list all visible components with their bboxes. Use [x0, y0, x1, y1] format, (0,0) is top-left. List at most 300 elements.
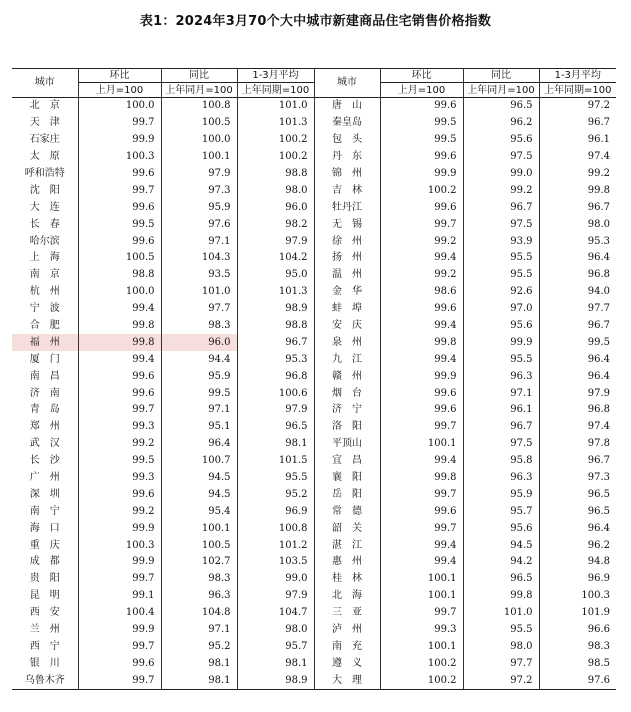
right-mom-cell: 99.6: [380, 402, 463, 419]
left-city-cell: 乌鲁木齐: [12, 672, 78, 689]
table-row: [12, 233, 616, 250]
right-city-cell: 洛 阳: [314, 419, 380, 436]
table-row: [12, 520, 616, 537]
right-avg-cell: 96.7: [587, 117, 610, 129]
column-header-avg: 1-3月平均: [237, 69, 314, 83]
right-city-cell: 包 头: [314, 132, 380, 149]
right-mom-cell: 99.8: [380, 334, 463, 351]
table-row: [12, 149, 616, 166]
right-yoy-cell: 98.0: [463, 639, 539, 656]
right-mom-cell: 99.8: [380, 470, 463, 487]
left-avg-cell: 100.6: [237, 385, 314, 402]
left-mom-cell: 99.7: [78, 182, 161, 199]
right-yoy-cell: 96.3: [463, 470, 539, 487]
right-yoy-cell: 94.2: [463, 554, 539, 571]
right-yoy-cell: 96.1: [463, 402, 539, 419]
left-avg-cell: 95.7: [237, 639, 314, 656]
left-city-cell: 海 口: [12, 520, 78, 537]
table-row: [12, 166, 616, 183]
right-mom-cell: 99.6: [380, 301, 463, 318]
left-avg-cell: 98.8: [237, 166, 314, 183]
table-row: [12, 672, 616, 689]
left-avg-cell: 98.0: [237, 622, 314, 639]
left-yoy-cell: 100.5: [161, 537, 237, 554]
right-yoy-cell: 96.3: [463, 368, 539, 385]
left-mom-cell: 99.9: [78, 520, 161, 537]
left-yoy-cell: 97.1: [161, 402, 237, 419]
left-city-cell: 贵 阳: [12, 571, 78, 588]
left-city-cell: 南 京: [12, 267, 78, 284]
column-header-city: 城市: [314, 69, 380, 98]
table-row: [12, 605, 616, 622]
left-avg-cell: 95.5: [237, 470, 314, 487]
left-avg-cell: 99.0: [237, 571, 314, 588]
left-avg-cell: 100.8: [237, 520, 314, 537]
right-mom-cell: 99.4: [380, 554, 463, 571]
table-row: [12, 250, 616, 267]
table-row: [12, 554, 616, 571]
left-yoy-cell: 94.4: [161, 351, 237, 368]
left-mom-cell: 99.7: [78, 571, 161, 588]
right-city-cell: 大 理: [314, 672, 380, 689]
right-mom-cell: 100.2: [380, 672, 463, 689]
right-yoy-cell: 97.0: [463, 301, 539, 318]
left-avg-cell: 100.2: [237, 132, 314, 149]
left-city-cell: 西 宁: [12, 639, 78, 656]
left-avg-cell: 98.9: [237, 672, 314, 689]
left-yoy-cell: 97.1: [161, 622, 237, 639]
right-avg-cell: 97.2: [587, 100, 610, 112]
right-mom-cell: 99.7: [380, 605, 463, 622]
left-mom-cell: 100.0: [78, 98, 161, 115]
left-avg-cell: 96.0: [237, 199, 314, 216]
column-header-mom: 环比: [380, 69, 463, 83]
left-yoy-cell: 97.3: [161, 182, 237, 199]
right-city-cell: 温 州: [314, 267, 380, 284]
right-city-cell: 烟 台: [314, 385, 380, 402]
right-yoy-cell: 94.5: [463, 537, 539, 554]
left-yoy-cell: 102.7: [161, 554, 237, 571]
right-avg-cell: 96.5: [587, 505, 610, 517]
right-city-cell: 遵 义: [314, 655, 380, 672]
left-yoy-cell: 97.6: [161, 216, 237, 233]
left-mom-cell: 98.8: [78, 267, 161, 284]
table-body: [12, 98, 616, 690]
right-yoy-cell: 95.8: [463, 453, 539, 470]
right-yoy-cell: 101.0: [463, 605, 539, 622]
right-avg-cell: 97.3: [587, 472, 610, 484]
right-mom-cell: 99.6: [380, 199, 463, 216]
left-city-cell: 银 川: [12, 655, 78, 672]
left-yoy-cell: 95.4: [161, 503, 237, 520]
right-yoy-cell: 92.6: [463, 284, 539, 301]
right-mom-cell: 100.2: [380, 655, 463, 672]
right-avg-cell: 98.3: [587, 640, 610, 652]
right-yoy-cell: 97.5: [463, 149, 539, 166]
left-mom-cell: 99.7: [78, 672, 161, 689]
right-yoy-cell: 95.6: [463, 318, 539, 335]
right-mom-cell: 99.6: [380, 385, 463, 402]
right-mom-cell: 100.2: [380, 182, 463, 199]
right-yoy-cell: 93.9: [463, 233, 539, 250]
right-city-cell: 北 海: [314, 588, 380, 605]
left-mom-cell: 99.2: [78, 503, 161, 520]
left-city-cell: 兰 州: [12, 622, 78, 639]
left-mom-cell: 99.4: [78, 351, 161, 368]
right-city-cell: 常 德: [314, 503, 380, 520]
right-avg-cell: 96.1: [587, 134, 610, 146]
base-label-avg: 上年同期=100: [539, 83, 616, 98]
right-avg-cell: 97.8: [587, 438, 610, 450]
left-mom-cell: 100.5: [78, 250, 161, 267]
column-header-city: 城市: [12, 69, 78, 98]
right-yoy-cell: 95.7: [463, 503, 539, 520]
right-yoy-cell: 97.7: [463, 655, 539, 672]
right-yoy-cell: 95.5: [463, 351, 539, 368]
right-mom-cell: 99.4: [380, 318, 463, 335]
right-yoy-cell: 99.9: [463, 334, 539, 351]
table-row: [12, 571, 616, 588]
left-city-cell: 天 津: [12, 115, 78, 132]
right-city-cell: 扬 州: [314, 250, 380, 267]
right-avg-cell: 98.0: [587, 218, 610, 230]
left-mom-cell: 99.6: [78, 368, 161, 385]
right-city-cell: 赣 州: [314, 368, 380, 385]
left-city-cell: 北 京: [12, 98, 78, 115]
column-header-yoy: 同比: [463, 69, 539, 83]
left-avg-cell: 104.2: [237, 250, 314, 267]
right-avg-cell: 101.9: [581, 607, 610, 619]
column-header-mom: 环比: [78, 69, 161, 83]
right-city-cell: 秦皇岛: [314, 115, 380, 132]
left-avg-cell: 97.9: [237, 588, 314, 605]
left-yoy-cell: 93.5: [161, 267, 237, 284]
right-city-cell: 金 华: [314, 284, 380, 301]
left-city-cell: 昆 明: [12, 588, 78, 605]
left-yoy-cell: 96.4: [161, 436, 237, 453]
right-yoy-cell: 95.5: [463, 267, 539, 284]
price-index-table: [12, 68, 616, 690]
left-mom-cell: 99.4: [78, 301, 161, 318]
left-mom-cell: 100.0: [78, 284, 161, 301]
right-city-cell: 牡丹江: [314, 199, 380, 216]
left-mom-cell: 100.3: [78, 537, 161, 554]
right-avg-cell: 96.7: [587, 320, 610, 332]
right-avg-cell: 98.5: [587, 657, 610, 669]
left-city-cell: 青 岛: [12, 402, 78, 419]
right-mom-cell: 99.5: [380, 132, 463, 149]
right-avg-cell: 100.3: [581, 590, 610, 602]
right-mom-cell: 100.1: [380, 436, 463, 453]
left-avg-cell: 96.8: [237, 368, 314, 385]
left-mom-cell: 99.6: [78, 655, 161, 672]
left-mom-cell: 99.7: [78, 115, 161, 132]
left-avg-cell: 103.5: [237, 554, 314, 571]
right-mom-cell: 99.7: [380, 520, 463, 537]
table-row: [12, 267, 616, 284]
left-city-cell: 武 汉: [12, 436, 78, 453]
left-yoy-cell: 100.7: [161, 453, 237, 470]
right-avg-cell: 97.9: [587, 387, 610, 399]
right-mom-cell: 99.7: [380, 486, 463, 503]
left-mom-cell: 99.8: [78, 318, 161, 335]
left-yoy-cell: 95.9: [161, 199, 237, 216]
left-yoy-cell: 104.8: [161, 605, 237, 622]
left-mom-cell: 99.6: [78, 486, 161, 503]
left-avg-cell: 98.1: [237, 655, 314, 672]
right-yoy-cell: 95.6: [463, 520, 539, 537]
page-title: 表1：2024年3月70个大中城市新建商品住宅销售价格指数: [139, 14, 492, 29]
right-city-cell: 丹 东: [314, 149, 380, 166]
left-mom-cell: 99.3: [78, 470, 161, 487]
left-yoy-cell: 100.5: [161, 115, 237, 132]
table-header: [12, 69, 616, 98]
table-row: [12, 385, 616, 402]
right-city-cell: 岳 阳: [314, 486, 380, 503]
left-mom-cell: 99.7: [78, 402, 161, 419]
right-avg-cell: 96.9: [587, 573, 610, 585]
left-yoy-cell: 96.3: [161, 588, 237, 605]
left-yoy-cell: 104.3: [161, 250, 237, 267]
left-mom-cell: 99.2: [78, 436, 161, 453]
right-city-cell: 襄 阳: [314, 470, 380, 487]
left-yoy-cell: 95.9: [161, 368, 237, 385]
right-city-cell: 韶 关: [314, 520, 380, 537]
left-yoy-cell: 94.5: [161, 486, 237, 503]
right-avg-cell: 97.6: [539, 672, 616, 689]
left-mom-cell: 100.4: [78, 605, 161, 622]
left-mom-cell: 99.5: [78, 216, 161, 233]
right-city-cell: 济 宁: [314, 402, 380, 419]
right-city-cell: 平顶山: [314, 436, 380, 453]
table-row: [12, 182, 616, 199]
left-yoy-cell: 101.0: [161, 284, 237, 301]
left-city-cell: 郑 州: [12, 419, 78, 436]
right-avg-cell: 96.7: [587, 455, 610, 467]
base-label-yoy: 上年同月=100: [463, 83, 539, 98]
right-avg-cell: 99.2: [587, 168, 610, 179]
right-city-cell: 锦 州: [314, 166, 380, 183]
right-avg-cell: 96.4: [587, 370, 610, 382]
base-label-yoy: 上年同月=100: [161, 83, 237, 98]
right-yoy-cell: 99.2: [463, 182, 539, 199]
right-mom-cell: 100.1: [380, 639, 463, 656]
right-avg-cell: 96.2: [587, 539, 610, 551]
right-yoy-cell: 95.5: [463, 622, 539, 639]
right-avg-cell: 97.7: [587, 303, 610, 315]
right-mom-cell: 99.2: [380, 233, 463, 250]
right-city-cell: 惠 州: [314, 554, 380, 571]
right-city-cell: 蚌 埠: [314, 301, 380, 318]
table-row: [12, 622, 616, 639]
right-yoy-cell: 97.1: [463, 385, 539, 402]
table-row: [12, 486, 616, 503]
left-yoy-cell: 100.0: [161, 132, 237, 149]
left-mom-cell: 99.6: [78, 233, 161, 250]
right-city-cell: 泸 州: [314, 622, 380, 639]
right-avg-cell: 97.4: [587, 421, 610, 433]
table-row: [12, 419, 616, 436]
left-city-cell: 上 海: [12, 250, 78, 267]
right-mom-cell: 100.1: [380, 571, 463, 588]
left-avg-cell: 95.0: [237, 267, 314, 284]
left-city-cell: 深 圳: [12, 486, 78, 503]
right-yoy-cell: 95.6: [463, 132, 539, 149]
table-row: [12, 588, 616, 605]
base-label-avg: 上年同期=100: [237, 83, 314, 98]
column-header-yoy: 同比: [161, 69, 237, 83]
left-yoy-cell: 95.2: [161, 639, 237, 656]
left-city-cell: 福 州: [12, 334, 78, 351]
left-mom-cell: 99.9: [78, 132, 161, 149]
right-avg-cell: 96.4: [587, 353, 610, 365]
base-label-mom: 上月=100: [78, 83, 161, 98]
right-city-cell: 三 亚: [314, 605, 380, 622]
right-city-cell: 湛 江: [314, 537, 380, 554]
right-mom-cell: 99.6: [380, 503, 463, 520]
left-avg-cell: 101.3: [237, 284, 314, 301]
left-avg-cell: 98.9: [237, 301, 314, 318]
left-avg-cell: 97.9: [237, 233, 314, 250]
right-mom-cell: 99.4: [380, 250, 463, 267]
left-city-cell: 南 昌: [12, 368, 78, 385]
left-avg-cell: 98.2: [237, 216, 314, 233]
left-yoy-cell: 98.3: [161, 571, 237, 588]
left-mom-cell: 99.6: [78, 385, 161, 402]
left-mom-cell: 99.8: [78, 334, 161, 351]
right-mom-cell: 99.2: [380, 267, 463, 284]
table-row: [12, 470, 616, 487]
left-city-cell: 大 连: [12, 199, 78, 216]
right-mom-cell: 99.7: [380, 216, 463, 233]
base-label-mom: 上月=100: [380, 83, 463, 98]
left-avg-cell: 96.5: [237, 419, 314, 436]
left-yoy-cell: 100.1: [161, 520, 237, 537]
left-city-cell: 厦 门: [12, 351, 78, 368]
right-avg-cell: 96.8: [587, 404, 610, 416]
right-city-cell: 唐 山: [314, 98, 380, 115]
left-avg-cell: 96.9: [237, 503, 314, 520]
left-avg-cell: 104.7: [237, 605, 314, 622]
table-row: [12, 199, 616, 216]
right-city-cell: 泉 州: [314, 334, 380, 351]
left-avg-cell: 101.3: [237, 115, 314, 132]
right-mom-cell: 99.9: [380, 166, 463, 183]
right-yoy-cell: 96.2: [463, 115, 539, 132]
right-yoy-cell: 99.0: [463, 166, 539, 183]
left-yoy-cell: 96.0: [161, 334, 237, 351]
table-row: [12, 655, 616, 672]
table-row: [12, 402, 616, 419]
right-mom-cell: 99.6: [380, 98, 463, 115]
left-city-cell: 重 庆: [12, 537, 78, 554]
table-row: [12, 639, 616, 656]
left-city-cell: 杭 州: [12, 284, 78, 301]
right-city-cell: 吉 林: [314, 182, 380, 199]
left-yoy-cell: 95.1: [161, 419, 237, 436]
right-yoy-cell: 97.5: [463, 216, 539, 233]
right-mom-cell: 99.3: [380, 622, 463, 639]
table-row: [12, 436, 616, 453]
left-yoy-cell: 98.3: [161, 318, 237, 335]
right-mom-cell: 100.1: [380, 588, 463, 605]
right-mom-cell: 98.6: [380, 284, 463, 301]
right-city-cell: 徐 州: [314, 233, 380, 250]
left-city-cell: 长 春: [12, 216, 78, 233]
left-avg-cell: 98.1: [237, 436, 314, 453]
left-avg-cell: 97.9: [237, 402, 314, 419]
left-mom-cell: 99.6: [78, 166, 161, 183]
right-mom-cell: 99.4: [380, 453, 463, 470]
table-row: [12, 301, 616, 318]
right-yoy-cell: 95.9: [463, 486, 539, 503]
right-city-cell: 桂 林: [314, 571, 380, 588]
left-city-cell: 太 原: [12, 149, 78, 166]
left-yoy-cell: 97.7: [161, 301, 237, 318]
left-yoy-cell: 97.1: [161, 233, 237, 250]
left-city-cell: 哈尔滨: [12, 233, 78, 250]
left-mom-cell: 99.9: [78, 622, 161, 639]
left-avg-cell: 95.3: [237, 351, 314, 368]
right-avg-cell: 97.4: [587, 151, 610, 163]
column-header-avg: 1-3月平均: [539, 69, 616, 83]
right-yoy-cell: 96.5: [463, 571, 539, 588]
table-row: [12, 115, 616, 132]
left-mom-cell: 99.3: [78, 419, 161, 436]
left-city-cell: 长 沙: [12, 453, 78, 470]
right-mom-cell: 99.5: [380, 115, 463, 132]
table-row: [12, 216, 616, 233]
left-city-cell: 石家庄: [12, 132, 78, 149]
right-mom-cell: 99.4: [380, 537, 463, 554]
left-yoy-cell: 98.1: [161, 655, 237, 672]
table-row: [12, 537, 616, 554]
table-row: [12, 334, 616, 351]
left-avg-cell: 101.5: [237, 453, 314, 470]
left-mom-cell: 99.7: [78, 639, 161, 656]
right-mom-cell: 99.6: [380, 149, 463, 166]
left-avg-cell: 98.8: [237, 318, 314, 335]
right-city-cell: 宜 昌: [314, 453, 380, 470]
table-row: [12, 98, 616, 115]
left-yoy-cell: 100.8: [161, 98, 237, 115]
table-row: [12, 351, 616, 368]
right-avg-cell: 96.6: [587, 624, 610, 636]
right-avg-cell: 96.8: [587, 269, 610, 281]
left-avg-cell: 96.7: [237, 334, 314, 351]
right-yoy-cell: 97.5: [463, 436, 539, 453]
right-yoy-cell: 95.5: [463, 250, 539, 267]
table-row: [12, 318, 616, 335]
right-city-cell: 九 江: [314, 351, 380, 368]
left-yoy-cell: 98.1: [161, 672, 237, 689]
left-avg-cell: 98.0: [237, 182, 314, 199]
left-city-cell: 呼和浩特: [12, 166, 78, 183]
left-city-cell: 广 州: [12, 470, 78, 487]
left-yoy-cell: 94.5: [161, 470, 237, 487]
right-avg-cell: 96.4: [587, 522, 610, 534]
right-yoy-cell: 96.7: [463, 419, 539, 436]
table-row: [12, 453, 616, 470]
left-city-cell: 济 南: [12, 385, 78, 402]
right-city-cell: 无 锡: [314, 216, 380, 233]
left-avg-cell: 100.2: [237, 149, 314, 166]
right-avg-cell: 94.0: [587, 286, 610, 298]
left-mom-cell: 99.6: [78, 199, 161, 216]
right-city-cell: 南 充: [314, 639, 380, 656]
table-row: [12, 368, 616, 385]
left-avg-cell: 95.2: [237, 486, 314, 503]
